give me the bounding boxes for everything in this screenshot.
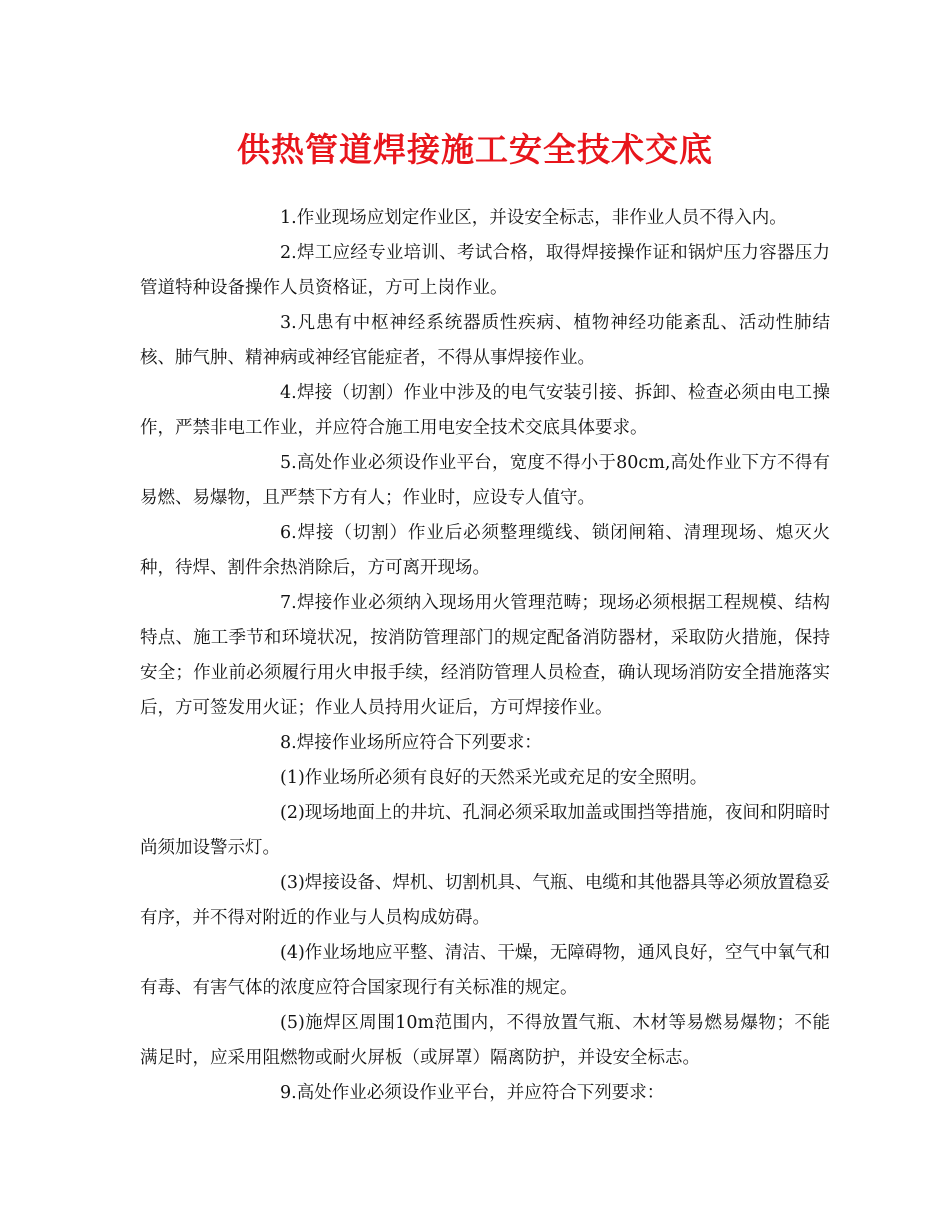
sub-item-1: (1)作业场所必须有良好的天然采光或充足的安全照明。 xyxy=(280,768,708,788)
paragraph-5: 5.高处作业必须设作业平台，宽度不得小于80cm,高处作业下方不得有易燃、易爆物，且严禁下方有人；作业时，应设专人值守。 xyxy=(140,453,830,508)
paragraph-6: 6.焊接（切割）作业后必须整理缆线、锁闭闸箱、清理现场、熄灭火种，待焊、割件余热消除后，方可离开现场。 xyxy=(140,523,830,578)
paragraph-1: 1.作业现场应划定作业区，并设安全标志，非作业人员不得入内。 xyxy=(280,208,787,228)
sub-item-4: (4)作业场地应平整、清洁、干燥，无障碍物，通风良好，空气中氧气和有毒、有害气体的浓度应符合国家现行有关标准的规定。 xyxy=(140,943,830,998)
sub-item-2: (2)现场地面上的井坑、孔洞必须采取加盖或围挡等措施，夜间和阴暗时尚须加设警示灯。 xyxy=(140,803,830,858)
sub-item-3: (3)焊接设备、焊机、切割机具、气瓶、电缆和其他器具等必须放置稳妥有序，并不得对附近的作业与人员构成妨碍。 xyxy=(140,873,830,928)
paragraph-3: 3.凡患有中枢神经系统器质性疾病、植物神经功能紊乱、活动性肺结核、肺气肿、精神病或神经官能症者，不得从事焊接作业。 xyxy=(140,313,830,368)
document-title: 供热管道焊接施工安全技术交底 xyxy=(237,130,713,169)
paragraph-2: 2.焊工应经专业培训、考试合格，取得焊接操作证和锅炉压力容器压力管道特种设备操作人员资格证，方可上岗作业。 xyxy=(140,243,830,298)
sub-item-5: (5)施焊区周围10m范围内，不得放置气瓶、木材等易燃易爆物；不能满足时，应采用阻燃物或耐火屏板（或屏罩）隔离防护，并设安全标志。 xyxy=(140,1013,830,1068)
paragraph-8: 8.焊接作业场所应符合下列要求： xyxy=(280,733,542,753)
document-body xyxy=(140,201,830,1111)
paragraph-7: 7.焊接作业必须纳入现场用火管理范畴；现场必须根据工程规模、结构特点、施工季节和环境状况，按消防管理部门的规定配备消防器材，采取防火措施，保持安全；作业前必须履行用火申报手续，经消防管理人员检查，确认现场消防安全措施落实后，方可签发用火证；作业人员持用火证后，方可焊接作业。 xyxy=(140,593,830,718)
paragraph-9: 9.高处作业必须设作业平台，并应符合下列要求： xyxy=(280,1083,665,1103)
paragraph-4: 4.焊接（切割）作业中涉及的电气安装引接、拆卸、检查必须由电工操作，严禁非电工作业，并应符合施工用电安全技术交底具体要求。 xyxy=(140,383,830,438)
